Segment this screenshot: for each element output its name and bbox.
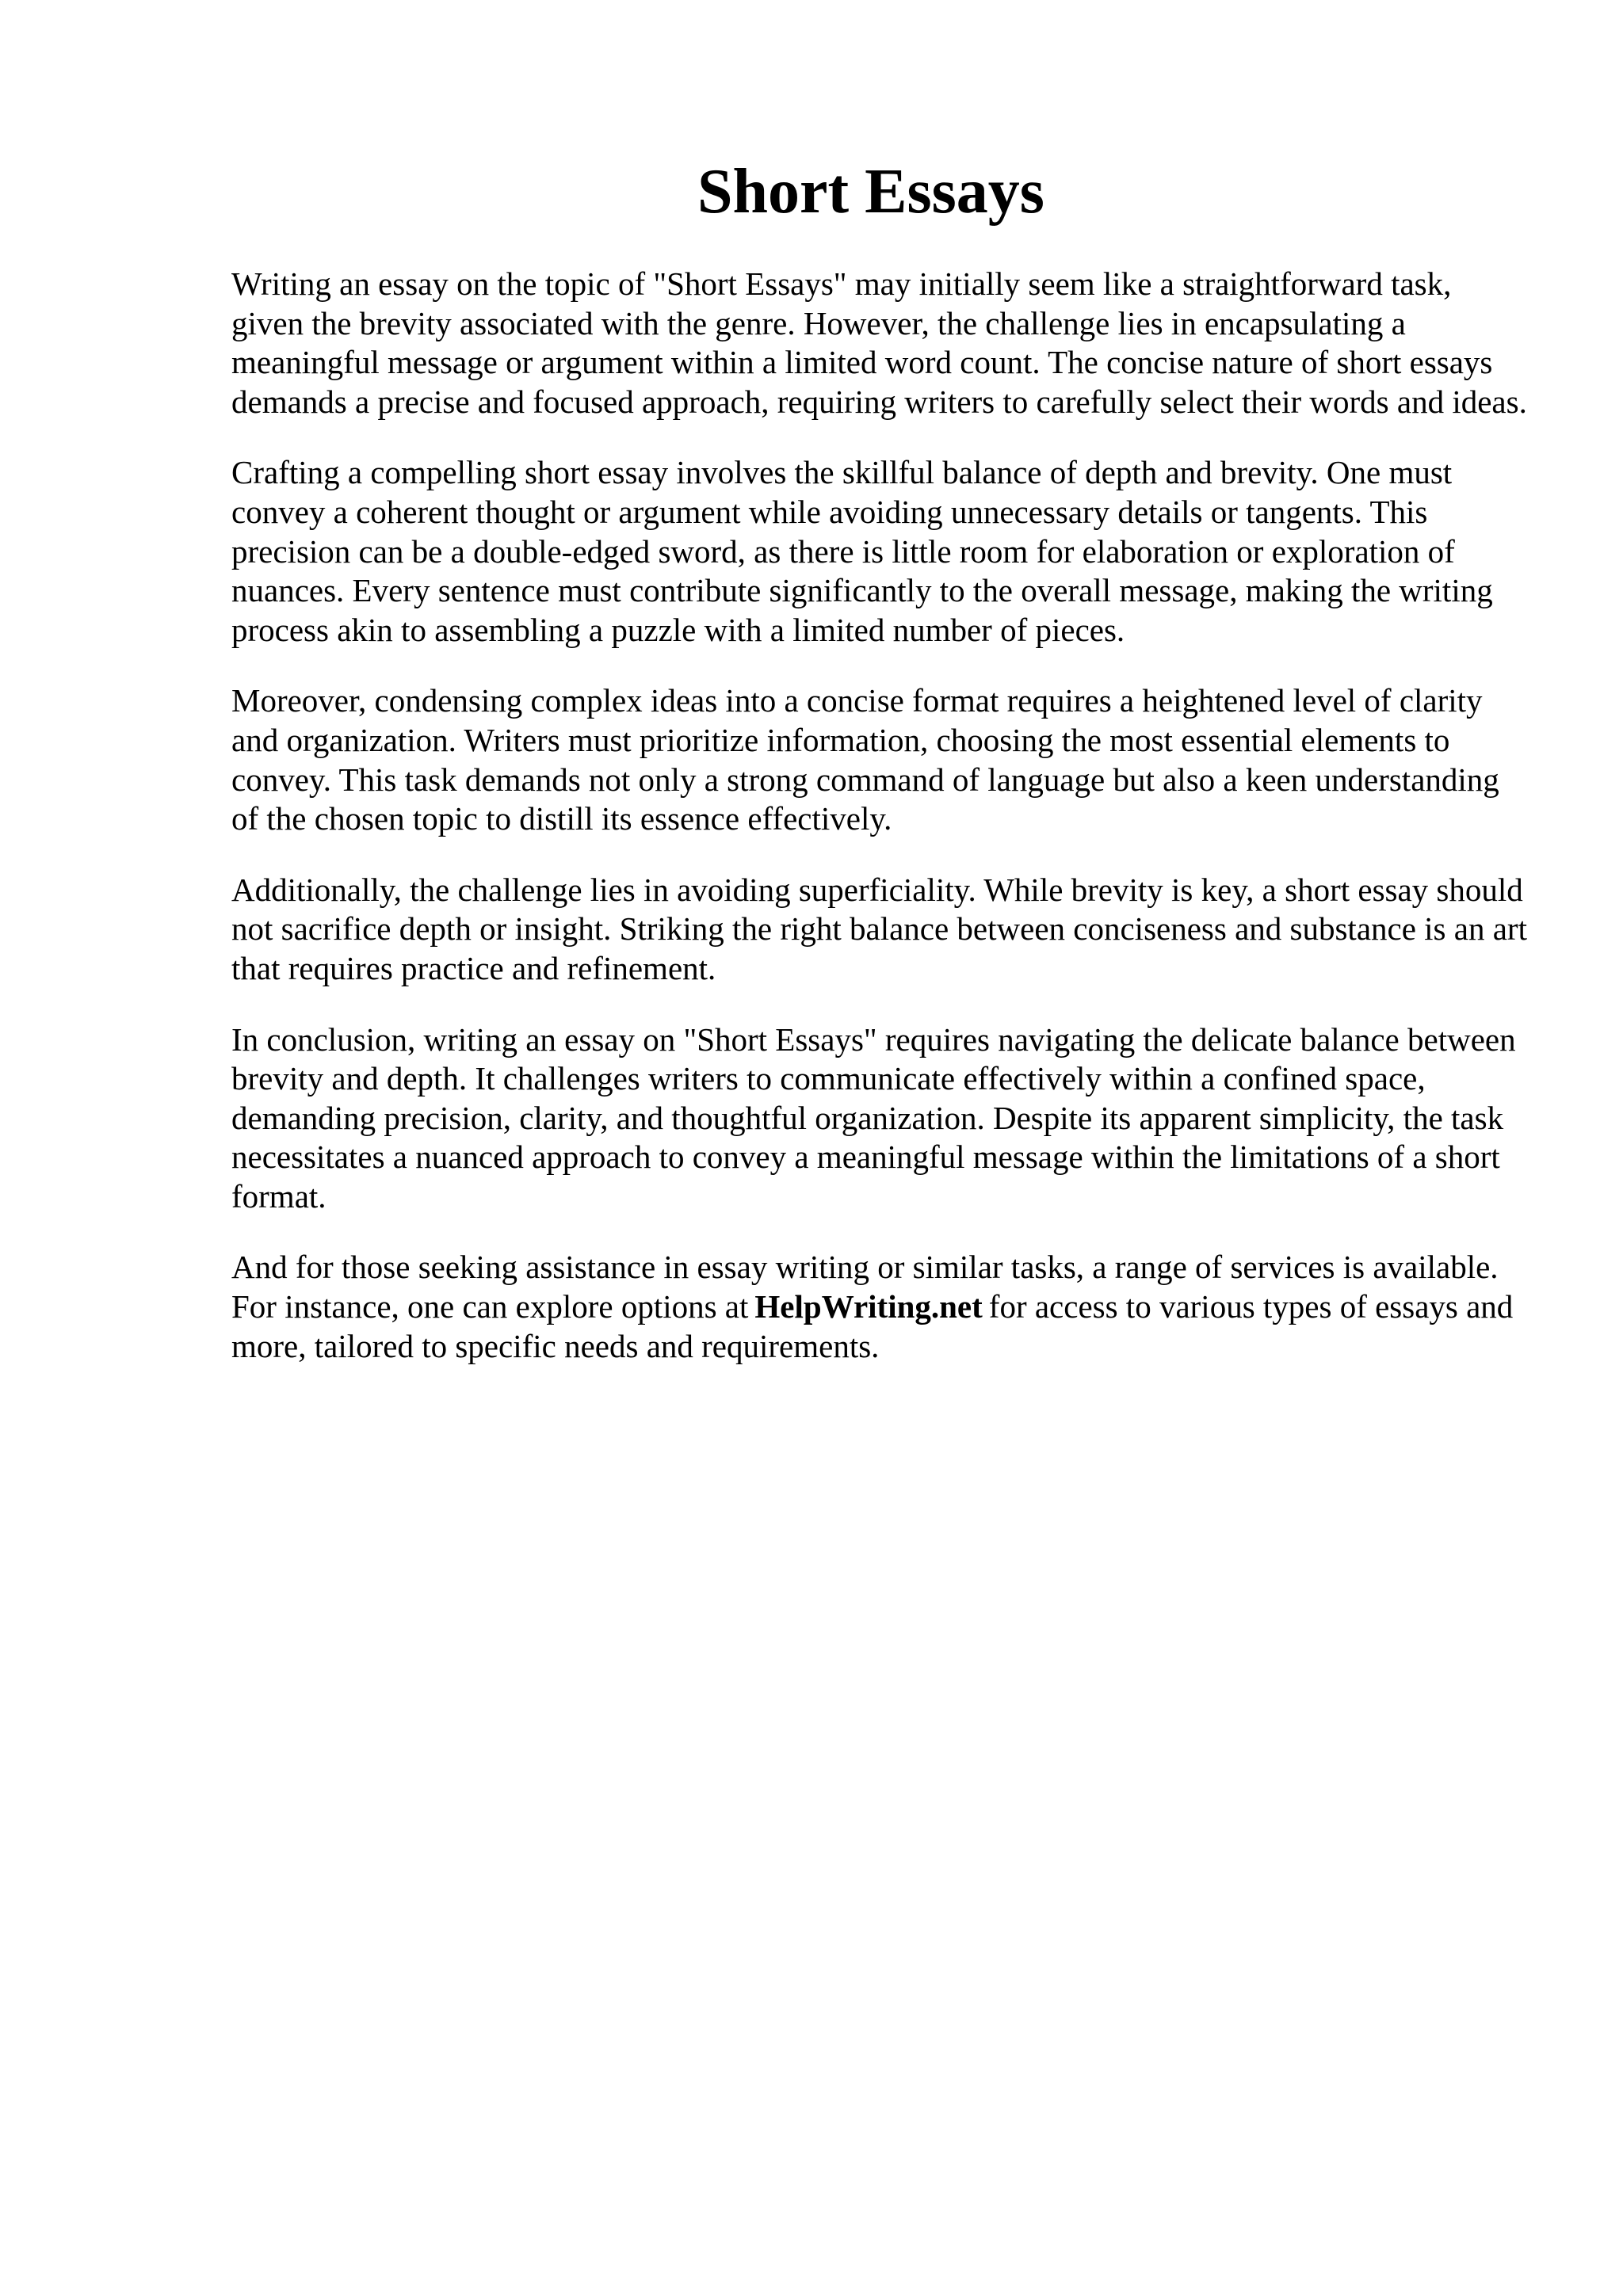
closing-paragraph (231, 1248, 1531, 1366)
paragraph-1: Writing an essay on the topic of "Short Essays" may initially seem like a straightforward task, given the brevity associated with the genre. However, the challenge lies in encapsulating a meaningful message or argument within a limited word count. The concise nature of short essays demands a precise and focused approach, requiring writers to carefully select their words and ideas. (231, 265, 1527, 420)
helpwriting-link[interactable]: HelpWriting.net (754, 1288, 983, 1325)
paragraph-4: Additionally, the challenge lies in avoiding superficiality. While brevity is key, a short essay should not sacrifice depth or insight. Striking the right balance between conciseness and substance is an art that requires practice and refinement. (231, 871, 1527, 986)
paragraph-3: Moreover, condensing complex ideas into a concise format requires a heightened level of clarity and organization. Writers must prioritize information, choosing the most essential elements to convey. This task demands not only a strong command of language but also a keen understanding of the chosen topic to distill its essence effectively. (231, 682, 1499, 837)
paragraph-2: Crafting a compelling short essay involves the skillful balance of depth and brevity. One must convey a coherent thought or argument while avoiding unnecessary details or tangents. This precision can be a double-edged sword, as there is little room for elaboration or exploration of nuances. Every sentence must contribute significantly to the overall message, making the writing process akin to assembling a puzzle with a limited number of pieces. (231, 454, 1493, 648)
closing-text-after-link: for access to various types of essays and more, tailored to specific needs and requirements. (231, 1288, 1514, 1364)
closing-text-before-link: And for those seeking assistance in essay writing or similar tasks, a range of services is available. For instance, one can explore options at (231, 1249, 1499, 1325)
page-title: Short Essays (697, 157, 1044, 227)
essay-body (231, 265, 1531, 1398)
paragraph-5: In conclusion, writing an essay on "Short Essays" requires navigating the delicate balance between brevity and depth. It challenges writers to communicate effectively within a confined space, demanding precision, clarity, and thoughtful organization. Despite its apparent simplicity, the task necessitates a nuanced approach to convey a meaningful message within the limitations of a short format. (231, 1020, 1516, 1215)
